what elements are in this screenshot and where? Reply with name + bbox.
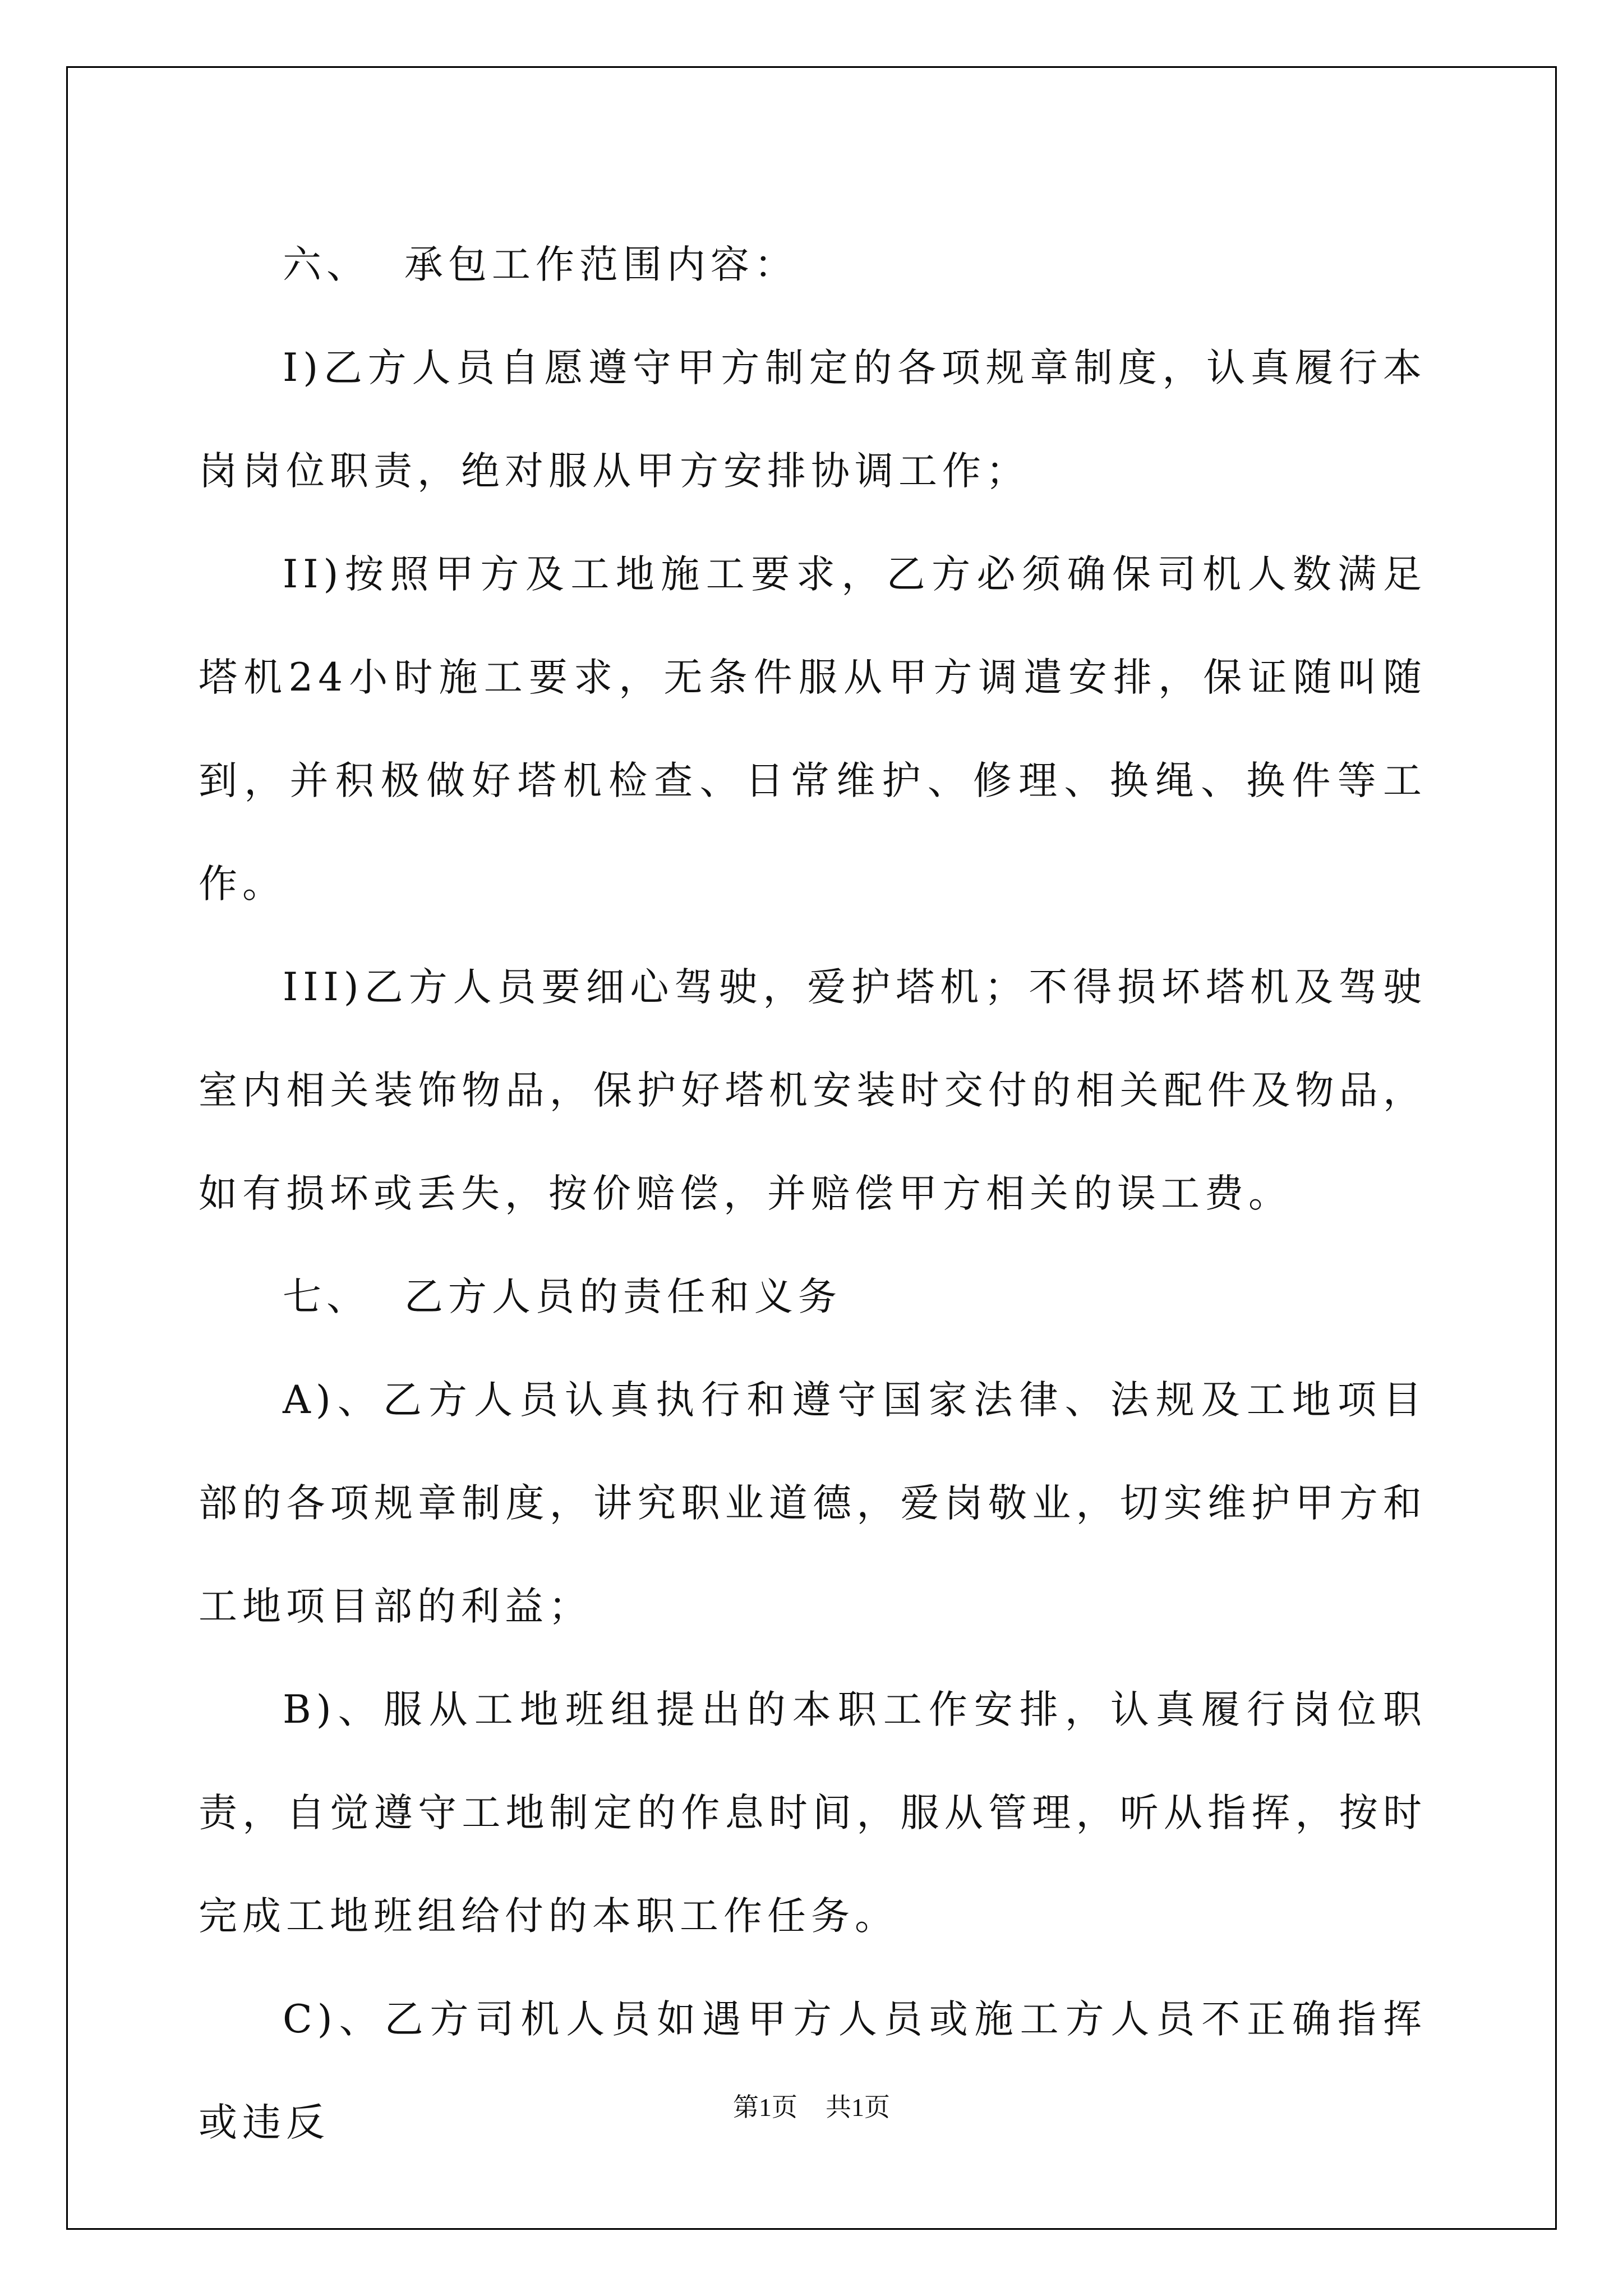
paragraph-item-1: I)乙方人员自愿遵守甲方制定的各项规章制度，认真履行本岗岗位职责，绝对服从甲方安排协调工作； xyxy=(199,346,1427,494)
page-total: 共1页 xyxy=(826,2093,890,2122)
paragraph-item-b: B)、服从工地班组提出的本职工作安排，认真履行岗位职责，自觉遵守工地制定的作息时间，服从管理，听从指挥，按时完成工地班组给付的本职工作任务。 xyxy=(199,1687,1427,1939)
paragraph-item-a: A)、乙方人员认真执行和遵守国家法律、法规及工地项目部的各项规章制度，讲究职业道德，爱岗敬业，切实维护甲方和工地项目部的利益； xyxy=(199,1378,1427,1629)
paragraph-item-2: II)按照甲方及工地施工要求，乙方必须确保司机人数满足塔机24小时施工要求，无条件服从甲方调遣安排，保证随叫随到，并积极做好塔机检查、日常维护、修理、换绳、换件等工作。 xyxy=(199,552,1427,907)
section-heading-6: 六、 承包工作范围内容： xyxy=(283,242,798,287)
paragraph-item-c: C)、乙方司机人员如遇甲方人员或施工方人员不正确指挥或违反 xyxy=(199,1997,1427,2145)
page-number: 第1页 xyxy=(733,2093,797,2122)
document-body xyxy=(199,213,1427,2174)
section-heading-7: 七、 乙方人员的责任和义务 xyxy=(283,1274,842,1319)
page-footer xyxy=(0,2087,1623,2124)
paragraph-item-3: III)乙方人员要细心驾驶，爱护塔机；不得损坏塔机及驾驶室内相关装饰物品，保护好塔机安装时交付的相关配件及物品，如有损坏或丢失，按价赔偿，并赔偿甲方相关的误工费。 xyxy=(199,965,1427,1216)
